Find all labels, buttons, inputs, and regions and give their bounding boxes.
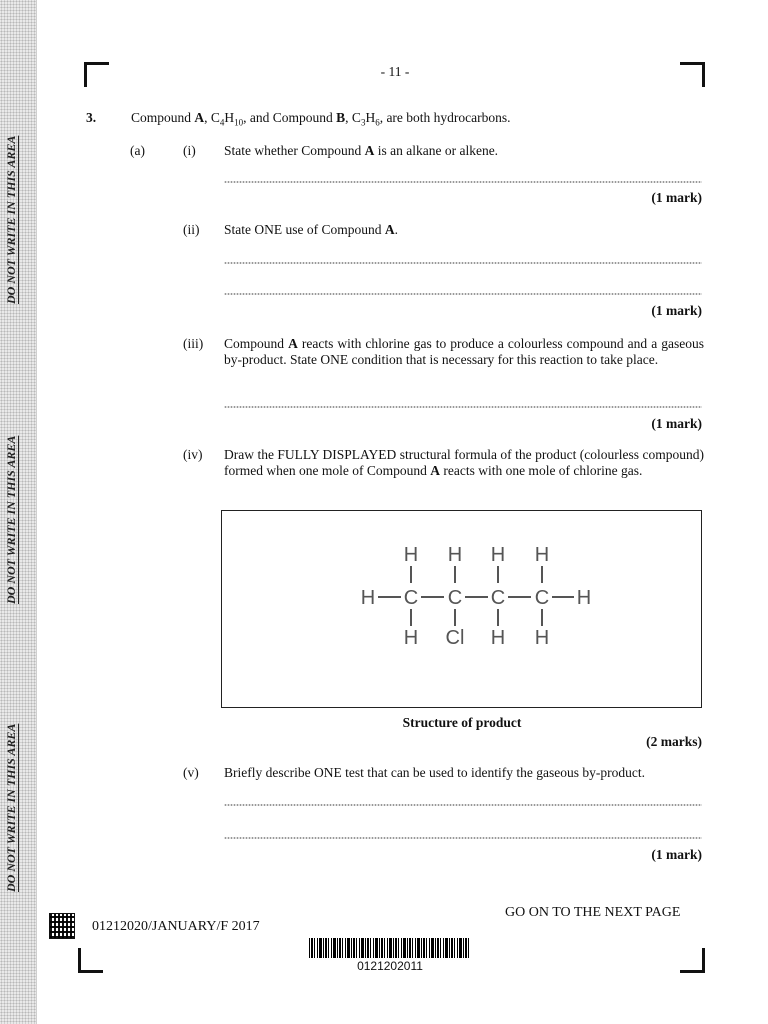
atom-h: H bbox=[490, 544, 506, 566]
answer-line-ii-2[interactable] bbox=[224, 293, 702, 295]
atom-h: H bbox=[576, 587, 592, 609]
mark-iv: (2 marks) bbox=[646, 734, 702, 749]
item-label-v: (v) bbox=[183, 765, 199, 780]
barcode-icon bbox=[309, 938, 471, 958]
atom-h: H bbox=[360, 587, 376, 609]
margin-warning-middle: DO NOT WRITE IN THIS AREA bbox=[4, 435, 18, 605]
item-text-v: Briefly describe ONE test that can be used to identify the gaseous by-product. bbox=[224, 765, 646, 780]
item-label-iv: (iv) bbox=[183, 447, 203, 462]
mark-i: (1 mark) bbox=[651, 190, 702, 205]
question-intro: Compound A, $C_4H_{10}$, and Compound B, $C_3H_6$, are both hydrocarbons. bbox=[131, 110, 511, 128]
atom-h: H bbox=[403, 544, 419, 566]
part-label: (a) bbox=[130, 143, 145, 158]
structural-formula bbox=[222, 511, 701, 707]
structure-caption: Structure of product bbox=[402, 715, 522, 730]
margin-strip bbox=[0, 0, 37, 1024]
atom-h: H bbox=[534, 627, 550, 649]
answer-line-iii[interactable] bbox=[224, 406, 702, 408]
go-on-notice: GO ON TO THE NEXT PAGE bbox=[505, 905, 681, 920]
atom-h: H bbox=[534, 544, 550, 566]
margin-warning-bottom: DO NOT WRITE IN THIS AREA bbox=[4, 723, 18, 892]
corner-mark-top-left bbox=[84, 62, 109, 87]
margin-warning-top: DO NOT WRITE IN THIS AREA bbox=[4, 135, 18, 305]
answer-line-i[interactable] bbox=[224, 181, 702, 183]
corner-mark-bottom-right bbox=[680, 948, 705, 973]
item-text-iii: Compound A reacts with chlorine gas to produce a colourless compound and a gaseous by-product. State ONE condition that is necessary for this reaction to take place. bbox=[224, 336, 704, 367]
atom-h: H bbox=[403, 627, 419, 649]
answer-line-v-2[interactable] bbox=[224, 837, 702, 839]
answer-line-v-1[interactable] bbox=[224, 804, 702, 806]
mark-ii: (1 mark) bbox=[651, 303, 702, 318]
mark-v: (1 mark) bbox=[651, 847, 702, 862]
answer-line-ii-1[interactable] bbox=[224, 262, 702, 264]
atom-h: H bbox=[490, 627, 506, 649]
corner-mark-bottom-left bbox=[78, 948, 103, 973]
atom-cl: Cl bbox=[445, 627, 465, 649]
atom-c: C bbox=[490, 587, 506, 609]
item-text-ii: State ONE use of Compound A. bbox=[224, 222, 398, 237]
page-number: - 11 - bbox=[380, 64, 410, 79]
atom-c: C bbox=[447, 587, 463, 609]
corner-mark-top-right bbox=[680, 62, 705, 87]
item-text-iv: Draw the FULLY DISPLAYED structural formula of the product (colourless compound) formed when one mole of Compound A reacts with one mole of chlorine gas. bbox=[224, 447, 704, 478]
barcode-number: 0121202011 bbox=[357, 959, 423, 973]
qr-code-icon bbox=[49, 913, 75, 939]
paper-code: 01212020/JANUARY/F 2017 bbox=[92, 919, 260, 934]
atom-c: C bbox=[534, 587, 550, 609]
item-label-i: (i) bbox=[183, 143, 196, 158]
question-number: 3. bbox=[86, 110, 97, 125]
item-label-ii: (ii) bbox=[183, 222, 200, 237]
atom-h: H bbox=[447, 544, 463, 566]
atom-c: C bbox=[403, 587, 419, 609]
item-label-iii: (iii) bbox=[183, 336, 204, 351]
item-text-i: State whether Compound A is an alkane or alkene. bbox=[224, 143, 499, 158]
mark-iii: (1 mark) bbox=[651, 416, 702, 431]
structure-answer-box[interactable] bbox=[221, 510, 702, 708]
